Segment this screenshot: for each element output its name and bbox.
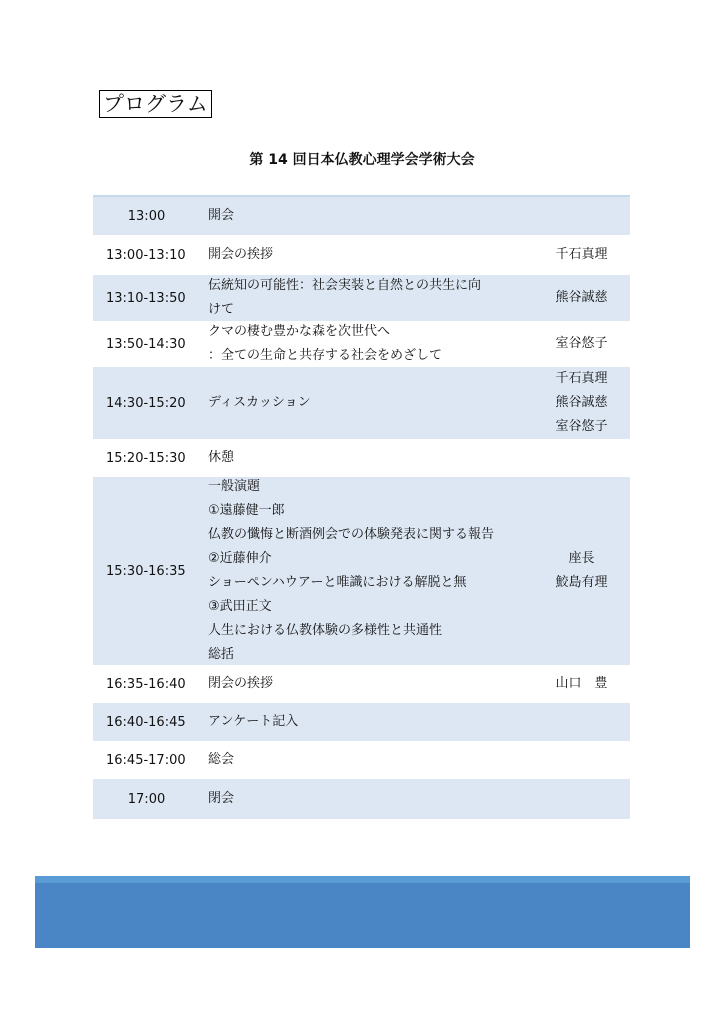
program-cell [200,274,533,322]
schedule-row-talk-1 [93,275,630,321]
event-title: 第 14 回日本仏教心理学会学術大会 [249,152,475,168]
program-line: ：全ての生命と共存する社会をめざして [208,348,443,363]
program-cell [200,672,533,696]
speaker-cell [533,367,630,439]
time-cell: 13:00-13:10 [106,247,186,263]
speaker-name: 熊谷誠慈 [555,395,608,410]
program-line: 開会の挨拶 [208,247,274,262]
program-line: 仏教の懺悔と断酒例会での体験発表に関する報告 [208,527,495,542]
speaker-cell [533,243,630,267]
program-line: 伝統知の可能性：社会実装と自然との共生に向 [208,278,482,293]
chair-label: 座長 [568,551,595,566]
time-cell: 15:20-15:30 [106,450,186,466]
program-line: 総会 [208,752,235,767]
speaker-cell [533,332,630,356]
schedule-row-discussion [93,367,630,439]
schedule-row-closing-remarks [93,665,630,703]
program-line: アンケート記入 [208,714,299,729]
time-cell: 13:10-13:50 [106,290,186,306]
speaker-name: 熊谷誠慈 [555,290,608,305]
program-line: ショーペンハウアーと唯識における解脱と無 [208,575,467,590]
footer-accent-strip [35,876,690,883]
program-line: 開会 [208,208,235,223]
speaker-cell [533,286,630,310]
speaker-name: 千石真理 [555,247,608,262]
schedule-row-survey [93,703,630,741]
schedule-row-opening [93,197,630,235]
time-cell: 14:30-15:20 [106,395,186,411]
time-cell: 15:30-16:35 [106,563,186,579]
program-line: ③武田正文 [208,599,272,614]
schedule-row-closing [93,779,630,819]
program-cell [200,787,533,811]
schedule-row-opening-remarks [93,235,630,275]
program-cell [200,710,533,734]
program-cell [200,475,533,667]
program-cell [200,748,533,772]
time-cell: 17:00 [127,791,166,807]
program-line: 閉会の挨拶 [208,676,274,691]
program-cell [200,320,533,368]
program-cell [200,204,533,228]
program-line: けて [208,302,235,317]
program-line: ①遠藤健一郎 [208,503,285,518]
program-line: 一般演題 [208,479,261,494]
speaker-cell [533,672,630,696]
program-cell [200,391,533,415]
time-cell: 16:35-16:40 [106,676,186,692]
program-line: ディスカッション [208,395,311,410]
program-cell [200,243,533,267]
speaker-name: 山口 豊 [555,676,608,691]
time-cell: 13:00 [127,208,166,224]
time-cell: 16:45-17:00 [106,752,186,768]
footer-band [35,883,690,948]
schedule-row-talk-2 [93,321,630,367]
program-cell [200,446,533,470]
speaker-name: 鮫島有理 [555,575,608,590]
speaker-name: 千石真理 [555,371,608,386]
program-heading: プログラム [99,90,212,118]
program-line: 人生における仏教体験の多様性と共通性 [208,623,443,638]
schedule-table [93,195,630,819]
time-cell: 16:40-16:45 [106,714,186,730]
speaker-name: 室谷悠子 [555,336,608,351]
schedule-row-general-presentations [93,477,630,665]
program-line: クマの棲む豊かな森を次世代へ [208,324,391,339]
program-line: 休憩 [208,450,235,465]
program-line: ②近藤伸介 [208,551,272,566]
program-line: 総括 [208,647,235,662]
program-line: 閉会 [208,791,235,806]
speaker-name: 室谷悠子 [555,419,608,434]
schedule-row-break [93,439,630,477]
time-cell: 13:50-14:30 [106,336,186,352]
speaker-cell [533,547,630,595]
schedule-row-general-meeting [93,741,630,779]
